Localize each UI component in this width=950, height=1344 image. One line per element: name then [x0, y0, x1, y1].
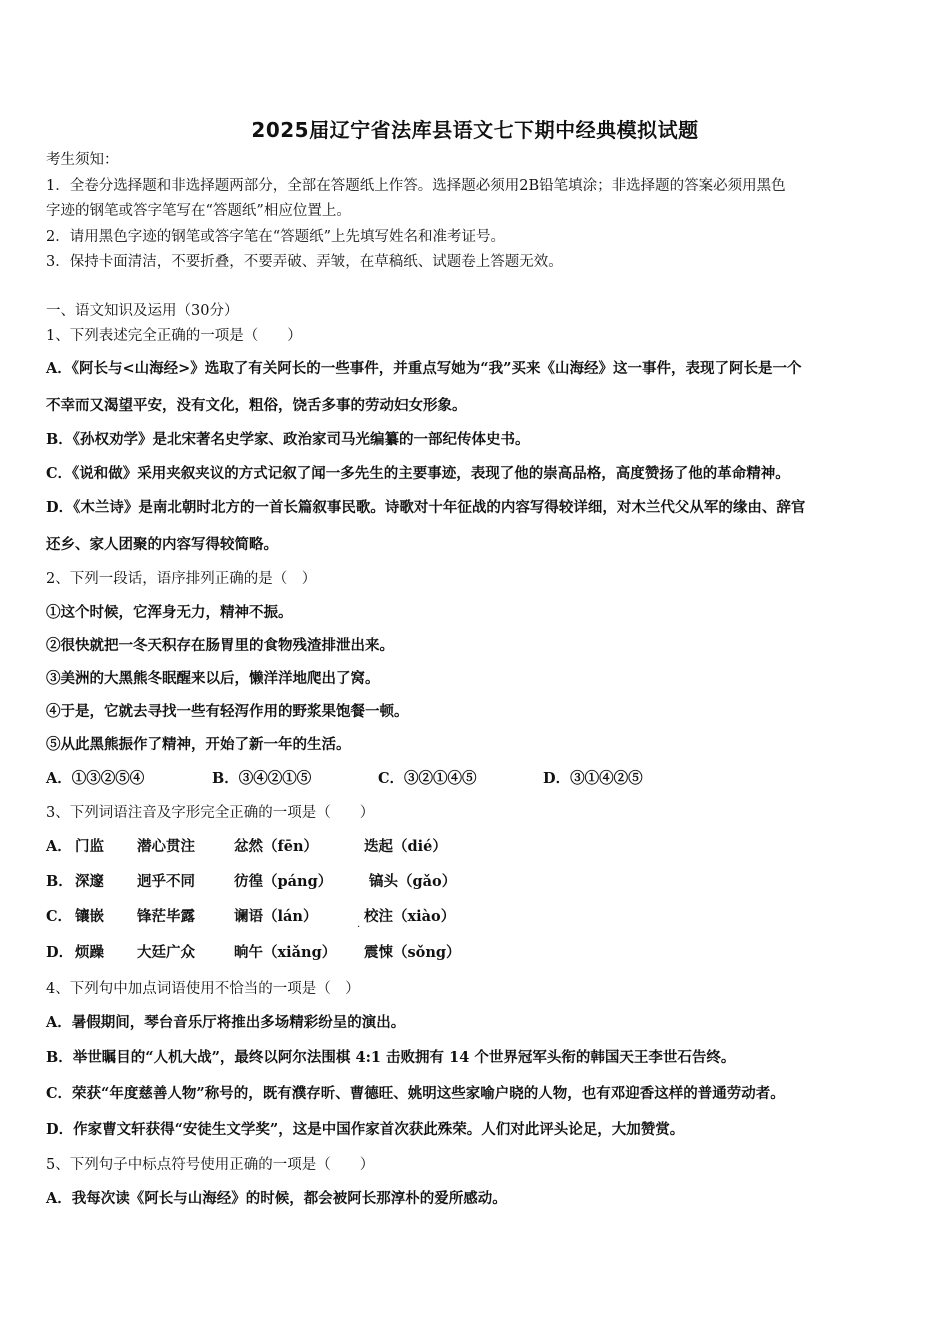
q4-option-b: B．举世瞩目的“人机大战”，最终以阿尔法围棋 4:1 击败拥有 14 个世界冠军头衔的韩国天王李世石告终。 — [46, 1049, 736, 1066]
q3-row-a-letter: A． — [46, 838, 72, 855]
question-3-stem: 3、下列词语注音及字形完全正确的一项是（ ） — [46, 805, 375, 821]
notice-item-1b: 字迹的钢笔或答字笔写在“答题纸”相应位置上。 — [46, 203, 351, 219]
q3-row-b-word4: 镐头（gǎo） — [369, 873, 457, 890]
q1-option-c: C．《说和做》采用夹叙夹议的方式记叙了闻一多先生的主要事迹，表现了他的崇高品格，高度赞扬了他的革命精神。 — [46, 465, 790, 482]
q1-option-a-line2: 不幸而又渴望平安，没有文化，粗俗，饶舌多事的劳动妇女形象。 — [46, 397, 467, 414]
q4-option-a: A．暑假期间，琴台音乐厅将推出多场精彩纷呈的演出。 — [46, 1014, 406, 1031]
q2-option-b: B．③④②①⑤ — [212, 770, 312, 787]
q3-row-c-word4: 校注（xiào） — [364, 908, 456, 925]
q3-row-c-letter: C． — [46, 908, 73, 925]
question-1-stem: 1、下列表述完全正确的一项是（ ） — [46, 328, 302, 344]
q2-sentence-2: ②很快就把一冬天积存在肠胃里的食物残渣排泄出来。 — [46, 637, 394, 654]
q3-row-b-word2: 迥乎不同 — [137, 873, 195, 890]
q2-option-c: C．③②①④⑤ — [378, 770, 477, 787]
q1-option-d-line1: D．《木兰诗》是南北朝时北方的一首长篇叙事民歌。诗歌对十年征战的内容写得较详细，对木兰代父从军的缘由、辞官 — [46, 499, 806, 516]
q3-row-d-letter: D． — [46, 944, 74, 961]
notice-item-3: 3．保持卡面清洁，不要折叠，不要弄破、弄皱，在草稿纸、试题卷上答题无效。 — [46, 254, 563, 270]
q3-row-d-word4: 震悚（sǒng） — [364, 944, 461, 961]
q3-row-d-word2: 大廷广众 — [137, 944, 195, 961]
q5-option-a: A．我每次读《阿长与山海经》的时候，都会被阿长那淳朴的爱所感动。 — [46, 1190, 507, 1207]
q1-option-b: B．《孙权劝学》是北宋著名史学家、政治家司马光编纂的一部纪传体史书。 — [46, 431, 530, 448]
q3-row-a-word1: 门监 — [75, 838, 104, 855]
question-5-stem: 5、下列句子中标点符号使用正确的一项是（ ） — [46, 1157, 375, 1173]
q3-row-c-word1: 镶嵌 — [75, 908, 104, 925]
q3-row-b-word3: 彷徨（páng） — [234, 873, 333, 890]
q3-row-b-word1: 深邃 — [75, 873, 104, 890]
q2-sentence-4: ④于是，它就去寻找一些有轻泻作用的野浆果饱餐一顿。 — [46, 703, 409, 720]
q3-row-c-word3: 谰语（lán） — [234, 908, 318, 925]
q3-row-d-word3: 晌午（xiǎng） — [234, 944, 337, 961]
q2-option-d: D．③①④②⑤ — [543, 770, 643, 787]
q2-sentence-1: ①这个时候，它浑身无力，精神不振。 — [46, 604, 293, 621]
q4-option-d: D．作家曹文轩获得“安徒生文学奖”，这是中国作家首次获此殊荣。人们对此评头论足，大加赞赏。 — [46, 1121, 685, 1138]
section-heading: 一、语文知识及运用（30分） — [46, 303, 239, 319]
q1-option-d-line2: 还乡、家人团聚的内容写得较简略。 — [46, 536, 278, 553]
q3-row-a-word3: 忿然（fēn） — [234, 838, 319, 855]
q4-option-c: C．荣获“年度慈善人物”称号的，既有濮存昕、曹德旺、姚明这些家喻户晓的人物，也有邓迎香这样的普通劳动者。 — [46, 1085, 785, 1102]
page-title: 2025届辽宁省法库县语文七下期中经典模拟试题 — [251, 118, 699, 142]
q2-option-a: A．①③②⑤④ — [46, 770, 145, 787]
q3-row-a-word4: 迭起（dié） — [364, 838, 447, 855]
q3-row-b-letter: B． — [46, 873, 73, 890]
q3-row-c-word2: 锋茫毕露 — [137, 908, 195, 925]
notice-item-1a: 1．全卷分选择题和非选择题两部分，全部在答题纸上作答。选择题必须用2B铅笔填涂；非选择题的答案必须用黑色 — [46, 178, 786, 194]
question-2-stem: 2、下列一段话，语序排列正确的是（ ） — [46, 571, 317, 587]
q2-sentence-3: ③美洲的大黑熊冬眠醒来以后，懒洋洋地爬出了窝。 — [46, 670, 380, 687]
notice-heading: 考生须知： — [46, 152, 119, 168]
q3-row-a-word2: 潜心贯注 — [137, 838, 195, 855]
q3-row-d-word1: 烦躁 — [75, 944, 104, 961]
q1-option-a-line1: A．《阿长与<山海经>》选取了有关阿长的一些事件，并重点写她为“我”买来《山海经》这一事件，表现了阿长是一个 — [46, 360, 802, 377]
question-4-stem: 4、下列句中加点词语使用不恰当的一项是（ ） — [46, 981, 360, 997]
q2-sentence-5: ⑤从此黑熊振作了精神，开始了新一年的生活。 — [46, 736, 351, 753]
notice-item-2: 2．请用黑色字迹的钢笔或答字笔在“答题纸”上先填写姓名和准考证号。 — [46, 229, 506, 245]
stray-dot: · — [357, 922, 361, 933]
